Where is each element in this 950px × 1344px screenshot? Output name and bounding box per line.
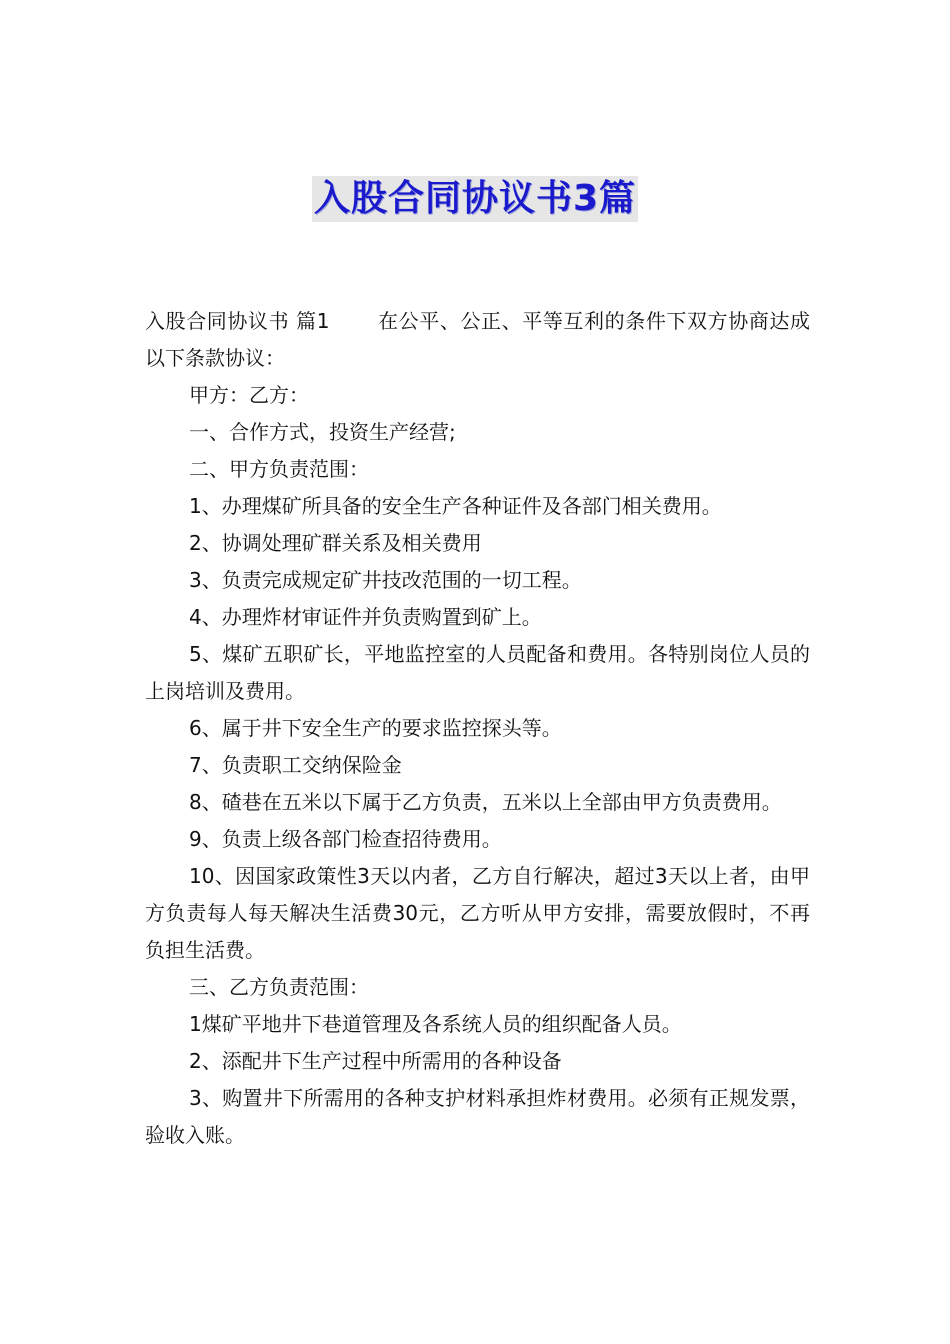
paragraph-party-a-item-1: 1、办理煤矿所具备的安全生产各种证件及各部门相关费用。	[189, 494, 722, 518]
title-container	[0, 176, 950, 222]
document-body	[145, 303, 810, 1154]
paragraph-party-a-item-4: 4、办理炸材审证件并负责购置到矿上。	[189, 605, 542, 629]
paragraph-party-a-item-2: 2、协调处理矿群关系及相关费用	[189, 531, 482, 555]
paragraph-party-b-scope-heading: 三、乙方负责范围：	[189, 975, 369, 999]
section-heading-paragraph	[145, 303, 810, 377]
paragraph-party-b-item-1: 1煤矿平地井下巷道管理及各系统人员的组织配备人员。	[189, 1012, 682, 1036]
paragraph-party-b-item-2: 2、添配井下生产过程中所需用的各种设备	[189, 1049, 562, 1073]
intro-text: 在公平、公正、平等互利的条件下双方协商达成以下条款协议：	[145, 309, 811, 370]
paragraph-party-a-item-5: 5、煤矿五职矿长，平地监控室的人员配备和费用。各特别岗位人员的上岗培训及费用。	[145, 642, 810, 703]
paragraph-party-a-scope-heading: 二、甲方负责范围：	[189, 457, 369, 481]
section-label: 入股合同协议书 篇1	[145, 309, 330, 333]
paragraph-party-b-item-3: 3、购置井下所需用的各种支护材料承担炸材费用。必须有正规发票，验收入账。	[145, 1086, 810, 1147]
paragraph-party-a-item-6: 6、属于井下安全生产的要求监控探头等。	[189, 716, 562, 740]
paragraph-parties: 甲方：乙方：	[189, 383, 309, 407]
paragraph-party-a-item-9: 9、负责上级各部门检查招待费用。	[189, 827, 502, 851]
paragraph-cooperation: 一、合作方式，投资生产经营;	[189, 420, 456, 444]
paragraph-party-a-item-8: 8、碴巷在五米以下属于乙方负责，五米以上全部由甲方负责费用。	[189, 790, 782, 814]
paragraph-party-a-item-3: 3、负责完成规定矿井技改范围的一切工程。	[189, 568, 582, 592]
paragraph-party-a-item-10: 10、因国家政策性3天以内者，乙方自行解决，超过3天以上者，由甲方负责每人每天解决生活费30元，乙方听从甲方安排，需要放假时，不再负担生活费。	[145, 864, 810, 962]
paragraph-party-a-item-7: 7、负责职工交纳保险金	[189, 753, 402, 777]
document-title: 入股合同协议书3篇	[312, 176, 638, 222]
